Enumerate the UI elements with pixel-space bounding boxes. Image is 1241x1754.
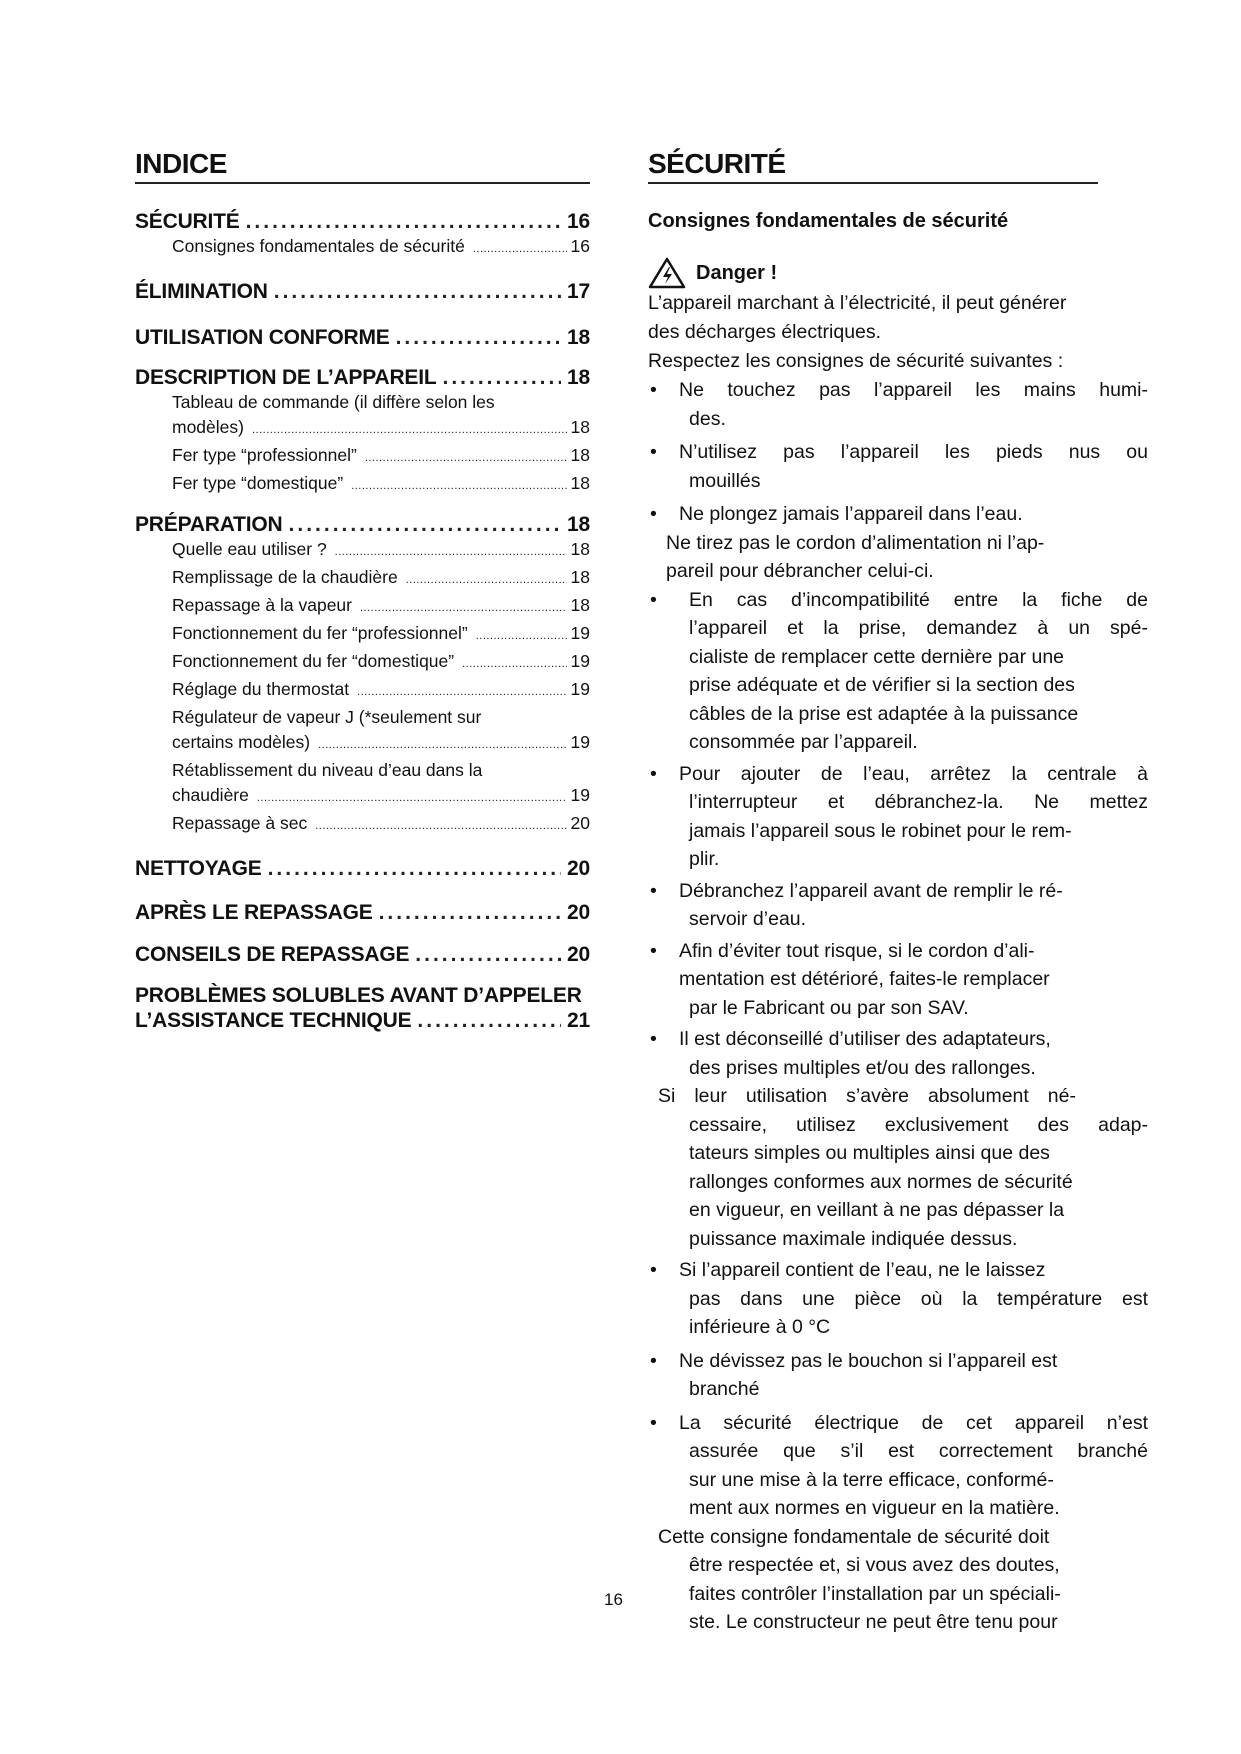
safety-bullet: • Débranchez l’appareil avant de remplir le ré- servoir d’eau. xyxy=(648,877,1148,934)
toc-sub-thermostat[interactable]: Réglage du thermostat ..... 19 xyxy=(172,677,590,705)
safety-bullet: • Ne touchez pas l’appareil les mains humi- des. xyxy=(648,376,1148,433)
table-of-contents xyxy=(135,150,590,1033)
toc-sub-repassage-vapeur[interactable]: Repassage à la vapeur ..... 18 xyxy=(172,593,590,621)
danger-label: Danger ! xyxy=(696,261,778,284)
toc-entry-utilisation[interactable]: UTILISATION CONFORME ..... 18 xyxy=(135,326,590,350)
toc-sub-retablissement[interactable]: chaudière ..... 19 xyxy=(172,783,590,811)
safety-intro: L’appareil marchant à l’électricité, il peut générer des décharges électriques. Respectez les consignes de sécurité suivantes : xyxy=(648,292,1067,372)
toc-sub-tableau-line1: Tableau de commande (il diffère selon les xyxy=(172,392,495,412)
toc-sub-regulateur-line1: Régulateur de vapeur J (*seulement sur xyxy=(172,707,482,727)
toc-sub-fer-professionnel[interactable]: Fer type “professionnel” ..... 18 xyxy=(172,443,590,471)
toc-entry-problemes[interactable]: L’ASSISTANCE TECHNIQUE ..... 21 xyxy=(135,1009,590,1033)
electric-hazard-warning-icon xyxy=(648,257,686,289)
toc-entry-description[interactable]: DESCRIPTION DE L’APPAREIL ..... 18 xyxy=(135,366,590,390)
danger-callout xyxy=(648,257,1148,289)
page-number: 16 xyxy=(604,1590,623,1609)
safety-bullet: • Pour ajouter de l’eau, arrêtez la centrale à l’interrupteur et débranchez-la. Ne mettez jamais l’appareil sous le robinet pour le rem- plir. xyxy=(648,760,1148,874)
safety-paragraph: Cette consigne fondamentale de sécurité doit être respectée et, si vous avez des doutes, faites contrôler l’installation par un spéciali- ste. Le constructeur ne peut être tenu pour xyxy=(658,1525,1061,1633)
safety-subheading: Consignes fondamentales de sécurité xyxy=(648,210,1009,232)
toc-entry-conseils[interactable]: CONSEILS DE REPASSAGE ..... 20 xyxy=(135,943,590,967)
safety-bullet: • N’utilisez pas l’appareil les pieds nus ou mouillés xyxy=(648,438,1148,495)
toc-sub-quelle-eau[interactable]: Quelle eau utiliser ? ..... 18 xyxy=(172,537,590,565)
toc-sub-regulateur[interactable]: certains modèles) ..... 19 xyxy=(172,730,590,758)
toc-sub-tableau[interactable]: modèles) ..... 18 xyxy=(172,415,590,443)
safety-bullet: • Si l’appareil contient de l’eau, ne le laissez pas dans une pièce où la température est inférieure à 0 °C xyxy=(648,1256,1148,1342)
safety-bullet: • Ne plongez jamais l’appareil dans l’eau. xyxy=(648,500,1148,529)
safety-bullet: • Afin d’éviter tout risque, si le cordon d’ali- mentation est détérioré, faites-le remplacer par le Fabricant ou par son SAV. xyxy=(648,937,1148,1023)
toc-sub-consignes[interactable]: Consignes fondamentales de sécurité ..... 16 xyxy=(172,234,590,262)
toc-entry-nettoyage[interactable]: NETTOYAGE ..... 20 xyxy=(135,857,590,881)
toc-sub-remplissage[interactable]: Remplissage de la chaudière ..... 18 xyxy=(172,565,590,593)
safety-bullet: • En cas d’incompatibilité entre la fiche de l’appareil et la prise, demandez à un spé- cialiste de remplacer cette dernière par une prise adéquate et de vérifier si la section des câbles de la prise est adaptée à la puissance consommée par l’appareil. xyxy=(648,586,1148,757)
toc-sub-fer-domestique[interactable]: Fer type “domestique” ..... 18 xyxy=(172,471,590,499)
toc-sub-retablissement-line1: Rétablissement du niveau d’eau dans la xyxy=(172,760,483,780)
toc-sub-fonct-professionnel[interactable]: Fonctionnement du fer “professionnel” ..... 19 xyxy=(172,621,590,649)
safety-bullet: • Il est déconseillé d’utiliser des adaptateurs, des prises multiples et/ou des rallonges. xyxy=(648,1025,1148,1082)
safety-section xyxy=(648,150,1148,1637)
safety-paragraph: Ne tirez pas le cordon d’alimentation ni l’ap- pareil pour débrancher celui-ci. xyxy=(666,531,1045,582)
toc-sub-repassage-sec[interactable]: Repassage à sec ..... 20 xyxy=(172,811,590,839)
toc-entry-apres[interactable]: APRÈS LE REPASSAGE ..... 20 xyxy=(135,901,590,925)
toc-entry-problemes-line1: PROBLÈMES SOLUBLES AVANT D’APPELER xyxy=(135,984,582,1007)
toc-entry-preparation[interactable]: PRÉPARATION ..... 18 xyxy=(135,513,590,537)
toc-entry-securite[interactable]: SÉCURITÉ ..... 16 xyxy=(135,210,590,234)
toc-entry-elimination[interactable]: ÉLIMINATION ..... 17 xyxy=(135,280,590,304)
safety-heading: SÉCURITÉ xyxy=(648,150,1098,184)
safety-bullet: • Ne dévissez pas le bouchon si l’appareil est branché xyxy=(648,1347,1148,1404)
safety-bullet: • La sécurité électrique de cet appareil n’est assurée que s’il est correctement branché sur une mise à la terre efficace, conformé- ment aux normes en vigueur en la matière. xyxy=(648,1409,1148,1523)
toc-sub-fonct-domestique[interactable]: Fonctionnement du fer “domestique” ..... 19 xyxy=(172,649,590,677)
toc-heading: INDICE xyxy=(135,150,590,184)
safety-paragraph: Si leur utilisation s’avère absolument né- cessaire, utilisez exclusivement des adap- tateurs simples ou multiples ainsi que des rallonges conformes aux normes de sécurité en vigueur, en veillant à ne pas dépasser la puissance maximale indiquée dessus. xyxy=(658,1085,1148,1250)
